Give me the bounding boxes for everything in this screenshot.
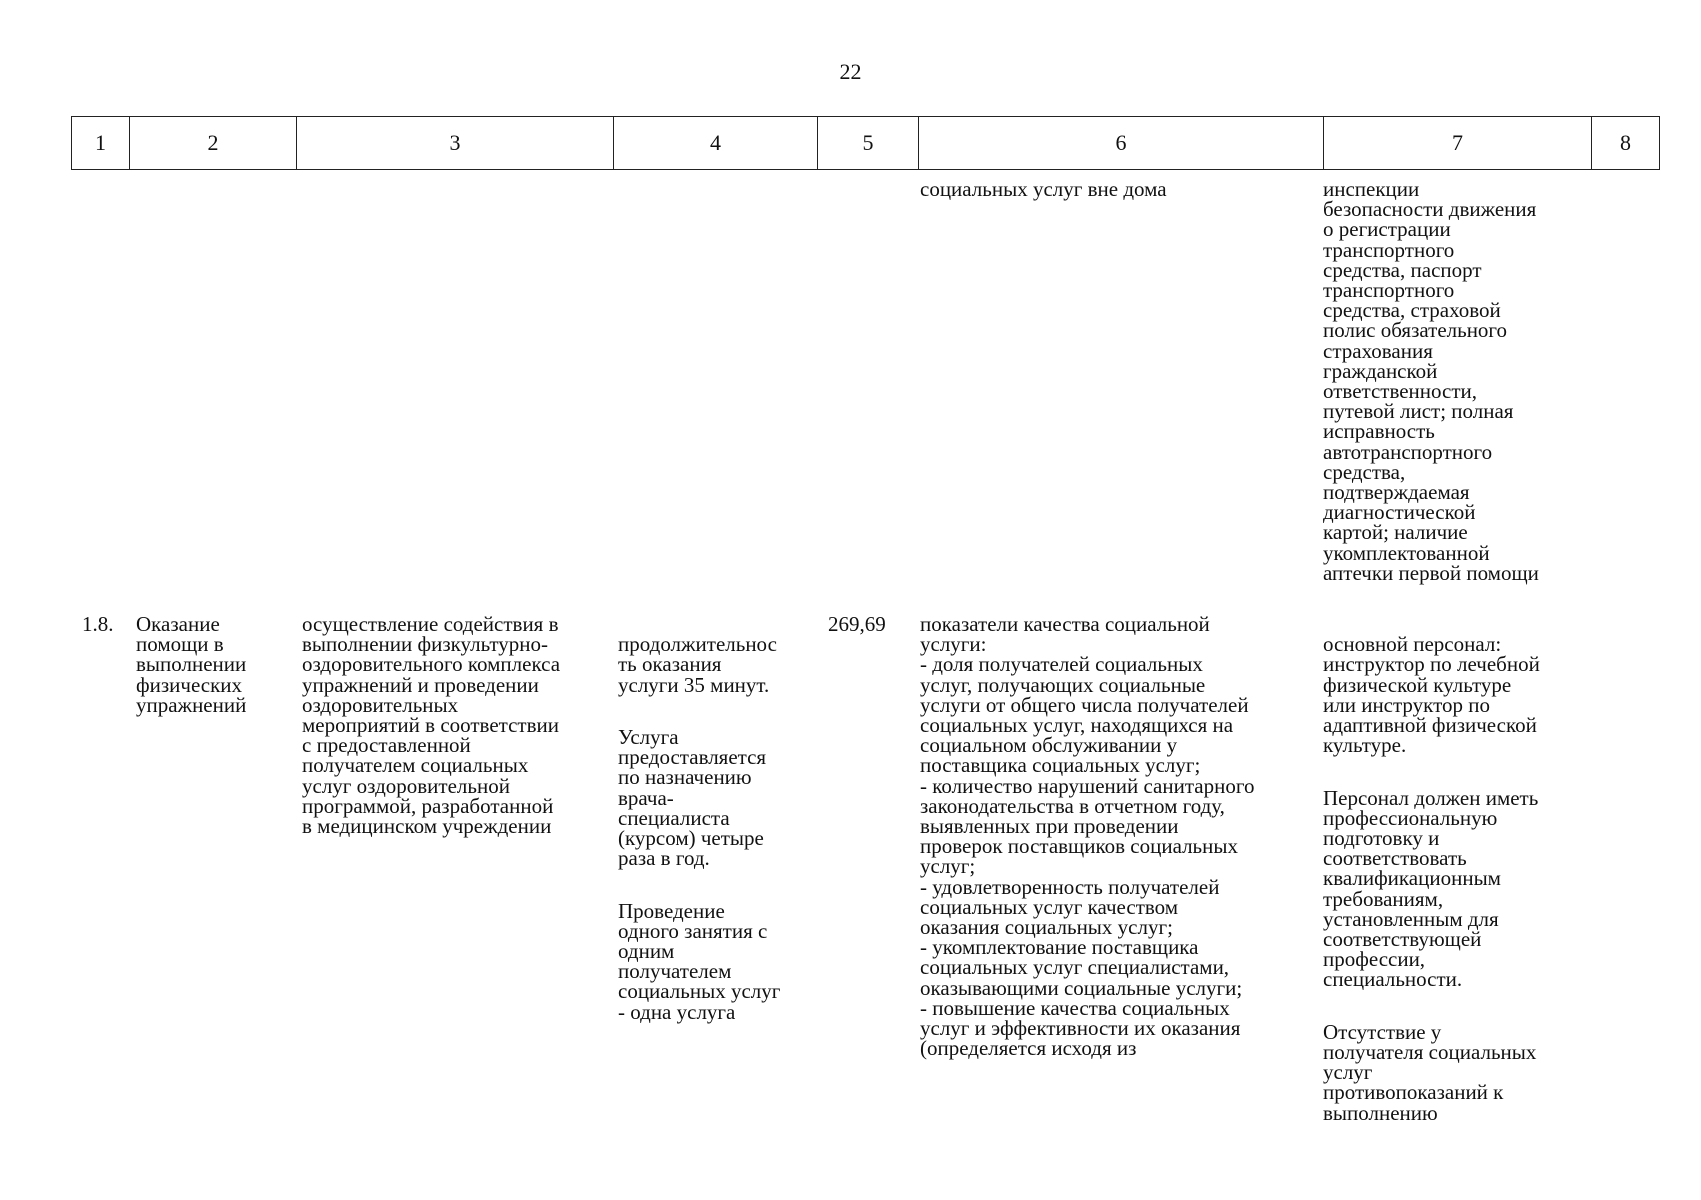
duration-paragraph: продолжительнос ть оказания услуги 35 минут. [618,632,777,697]
conditions-paragraph: основной персонал: инструктор по лечебной физической культуре или инструктор по адаптивной физической культуре. [1323,632,1540,758]
service-name: Оказание помощи в выполнении физических упражнений [136,612,247,717]
service-description: осуществление содействия в выполнении физкультурно- оздоровительного комплекса упражнений и проведении оздоровительных мероприятий в соответствии с предоставленной получателем социальных услуг оздоровительной программой, разработанной в медицинском учреждении [302,612,561,839]
service-conditions [1323,614,1585,1155]
continued-quality-text: социальных услуг вне дома [920,177,1167,201]
duration-paragraph: Услуга предоставляется по назначению врача- специалиста (курсом) четыре раза в год. [618,725,767,871]
column-header-4: 4 [614,117,818,170]
service-duration [618,614,818,1054]
column-number-header [71,116,1660,170]
conditions-paragraph: Персонал должен иметь профессиональную подготовку и соответствовать квалификационным требованиям, установленным для соответствующей профессии, специальности. [1323,785,1539,992]
column-header-8: 8 [1592,117,1660,170]
page-number: 22 [839,59,862,84]
row-number: 1.8. [82,612,114,636]
column-header-7: 7 [1324,117,1592,170]
column-header-2: 2 [130,117,297,170]
continued-conditions-text: инспекции безопасности движения о регистрации транспортного средства, паспорт транспортного средства, страховой полис обязательного страхования гражданской ответственности, путевой лист; полная исправность автотранспортного средства, подтверждаемая диагностической картой; наличие укомплектованной аптечки первой помощи [1323,177,1539,585]
column-header-5: 5 [818,117,919,170]
quality-indicators: показатели качества социальной услуги: - доля получателей социальных услуг, получающих социальные услуги от общего числа получателей социальных услуг, находящихся на социальном обслуживании у поставщика социальных услуг; - количество нарушений санитарного законодательства в отчетном году, выявленных при проведении проверок поставщиков социальных услуг; - удовлетворенность получателей социальных услуг качеством оказания социальных услуг; - укомплектование поставщика социальных услуг специалистами, оказывающими социальные услуги; - повышение качества социальных услуг и эффективности их оказания (определяется исходя из [920,612,1255,1061]
conditions-paragraph: Отсутствие у получателя социальных услуг противопоказаний к выполнению [1323,1019,1537,1125]
service-price: 269,69 [828,612,886,636]
column-header-3: 3 [297,117,614,170]
column-header-6: 6 [919,117,1324,170]
column-header-1: 1 [72,117,130,170]
duration-paragraph: Проведение одного занятия с одним получателем социальных услуг - одна услуга [618,898,781,1024]
